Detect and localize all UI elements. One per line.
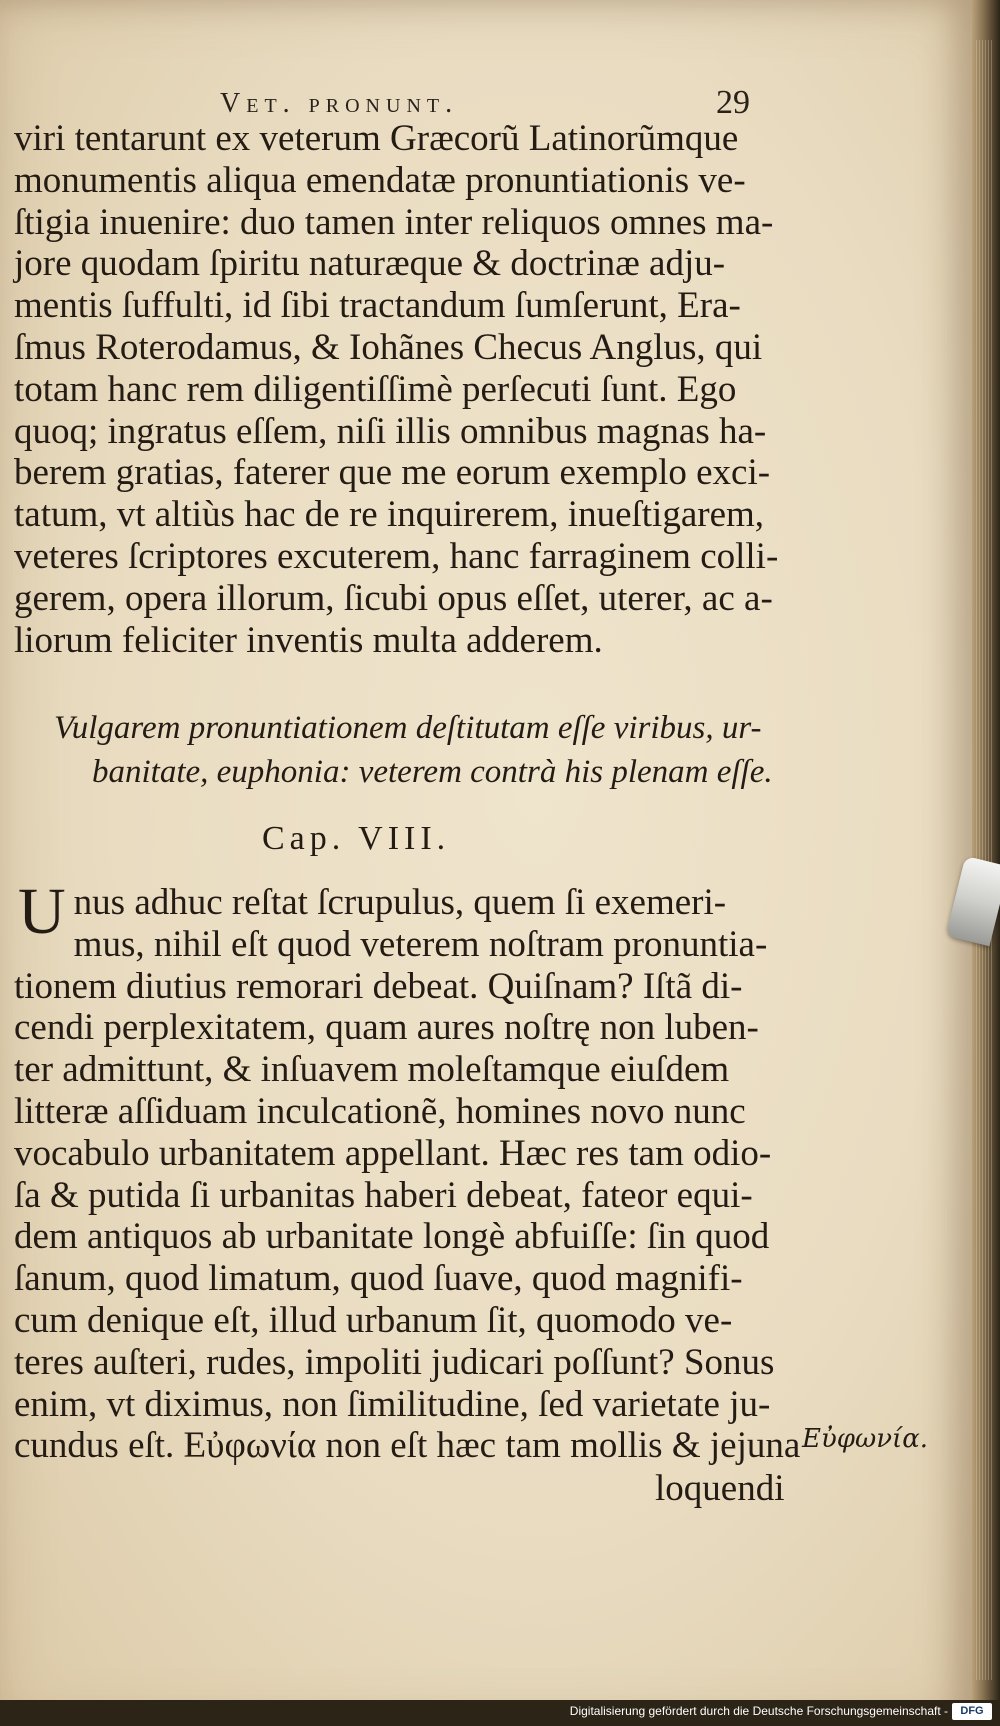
text-line: jore quodam ſpiritu naturæque & doctrinæ adju- xyxy=(14,243,726,285)
text-line: tionem diutius remorari debeat. Quiſnam? Iſtã di- xyxy=(14,965,743,1007)
text-line: monumentis aliqua emendatæ pronuntiationis ve- xyxy=(14,159,746,201)
text-line: ſmus Roterodamus, & Iohãnes Checus Anglus, qui xyxy=(14,326,763,368)
summary-line: banitate, euphonia: veterem contrà his plenam eſſe. xyxy=(92,754,773,790)
text-line: viri tentarunt ex veterum Græcorũ Latinorũmque xyxy=(14,118,739,159)
text-line: veteres ſcriptores excuterem, hanc farraginem colli- xyxy=(14,535,779,577)
text-line: ſa & putida ſi urbanitas haberi debeat, fateor equi- xyxy=(14,1174,753,1216)
text-line: liorum feliciter inventis multa adderem. xyxy=(14,619,603,661)
text-line: gerem, opera illorum, ſicubi opus eſſet, uterer, ac a- xyxy=(14,577,773,619)
text-line: cum denique eſt, illud urbanum ſit, quomodo ve- xyxy=(14,1299,733,1341)
page-number: 29 xyxy=(716,84,750,121)
text-line: enim, vt diximus, non ſimilitudine, ſed varietate ju- xyxy=(14,1383,771,1425)
dfg-logo: DFG xyxy=(952,1703,992,1720)
summary-line: Vulgarem pronuntiationem deſtitutam eſſe viribus, ur- xyxy=(54,710,762,746)
text-line: litteræ aſſiduam inculcationẽ, homines novo nunc xyxy=(14,1090,746,1132)
digitization-credit: Digitalisierung gefördert durch die Deutsche Forschungsgemeinschaft - xyxy=(569,1704,948,1718)
margin-note: Εὐφωνία. xyxy=(802,1424,929,1454)
text-line: quoq; ingratus eſſem, niſi illis omnibus magnas ha- xyxy=(14,410,767,452)
text-line: mentis ſuffulti, id ſibi tractandum ſumſerunt, Era- xyxy=(14,285,741,327)
paragraph-2 xyxy=(14,875,801,1467)
text-line: vocabulo urbanitatem appellant. Hæc res tam odio- xyxy=(14,1132,772,1174)
paragraph-1 xyxy=(14,118,794,661)
drop-cap: U xyxy=(18,875,66,948)
chapter-summary xyxy=(54,706,774,794)
text-line: teres auſteri, rudes, impoliti judicari poſſunt? Sonus xyxy=(14,1341,775,1383)
chapter-heading: Cap. VIII. xyxy=(262,820,451,857)
text-line: ſanum, quod limatum, quod ſuave, quod magnifi- xyxy=(14,1258,743,1300)
text-line: mus, nihil eſt quod veterem noſtram pronuntia- xyxy=(73,923,768,965)
text-line: berem gratias, faterer que me eorum exemplo exci- xyxy=(14,452,771,494)
text-line: ter admittunt, & inſuavem moleſtamque eiuſdem xyxy=(14,1049,730,1091)
text-line: ſtigia inuenire: duo tamen inter reliquos omnes ma- xyxy=(14,201,774,243)
running-title: Vet. pronunt. xyxy=(220,88,459,119)
catchword: loquendi xyxy=(655,1468,785,1509)
text-line: dem antiquos ab urbanitate longè abfuiſſe: ſin quod xyxy=(14,1216,770,1258)
text-line: cundus eſt. Εὐφωνία non eſt hæc tam mollis & jejuna xyxy=(14,1425,801,1467)
text-line: totam hanc rem diligentiſſimè perſecuti ſunt. Ego xyxy=(14,368,737,410)
text-line: nus adhuc reſtat ſcrupulus, quem ſi exemeri- xyxy=(73,882,727,923)
text-line: cendi perplexitatem, quam aures noſtrę non luben- xyxy=(14,1007,759,1049)
text-line: tatum, vt altiùs hac de re inquirerem, inueſtigarem, xyxy=(14,494,765,536)
